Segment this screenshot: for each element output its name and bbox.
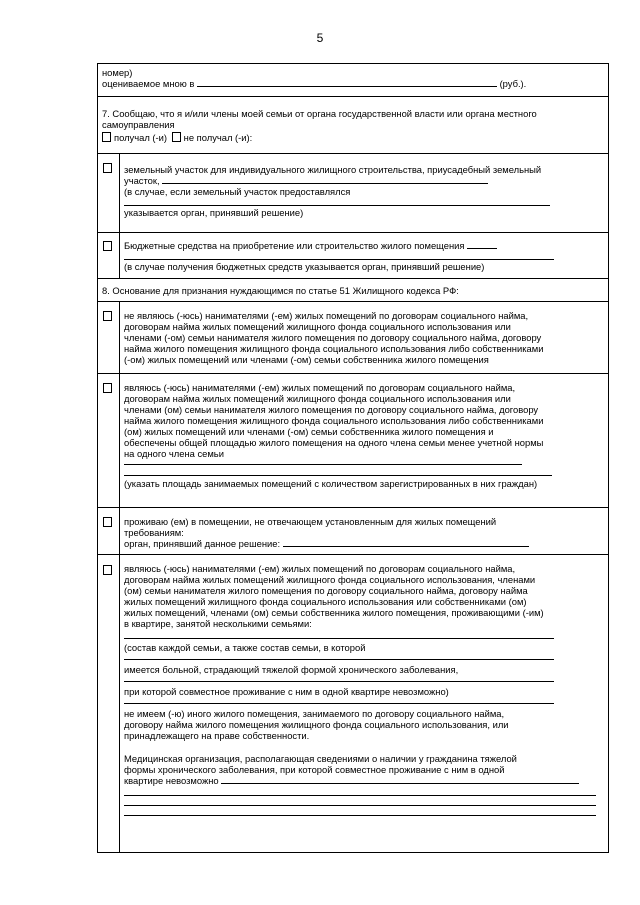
received-options xyxy=(102,132,604,143)
medical-org-line1: Медицинская организация, располагающая сведениями о наличии у гражданина тяжелой xyxy=(124,753,517,764)
row-shared-apartment xyxy=(98,555,608,852)
application-form xyxy=(97,63,609,853)
row-section7-heading xyxy=(98,97,608,154)
shared-apartment-line: (ом) семьи нанимателя жилого помещения по договору социального найма, договору найма xyxy=(124,585,528,596)
family-composition-field-4[interactable] xyxy=(124,697,554,704)
section7-heading-line1: 7. Сообщаю, что я и/или члены моей семьи от органа государственной власти или органа местного xyxy=(102,108,537,119)
unfit-premises-authority-field[interactable] xyxy=(283,538,529,547)
family-composition-field-2[interactable] xyxy=(124,653,554,660)
tenant-below-norm-line: найма жилого помещения жилищного фонда социального использования либо собственниками xyxy=(124,415,544,426)
medical-org-field-3[interactable] xyxy=(124,796,596,806)
medical-org-line3-wrap xyxy=(124,775,604,786)
not-received-label: не получал (-и): xyxy=(183,132,253,143)
shared-apartment-line: в квартире, занятой несколькими семьями: xyxy=(124,618,312,629)
row-budget-funds xyxy=(98,233,608,279)
row-land-plot xyxy=(98,154,608,233)
unfit-premises-checkbox[interactable] xyxy=(103,517,112,527)
medical-org-line2: формы хронического заболевания, при которой совместное проживание с ним в одной xyxy=(124,764,505,775)
property-value-suffix: (руб.). xyxy=(499,78,527,89)
family-note-3: при которой совместное проживание с ним в одной квартире невозможно) xyxy=(124,686,449,697)
budget-funds-line1: Бюджетные средства на приобретение или строительство жилого помещения xyxy=(124,240,465,251)
unfit-premises-line3: орган, принявший данное решение: xyxy=(124,538,281,549)
not-tenant-checkbox[interactable] xyxy=(103,311,112,321)
shared-apartment-line: жилых помещений жилищного фонда социального использования или собственниками (ом) xyxy=(124,596,527,607)
tenant-below-norm-line: на одного члена семьи xyxy=(124,448,224,459)
row-unfit-premises xyxy=(98,508,608,555)
received-checkbox[interactable] xyxy=(102,132,111,142)
family-composition-field-3[interactable] xyxy=(124,675,554,682)
text-number-end: номер) xyxy=(102,67,133,78)
land-plot-line3: (в случае, если земельный участок предоставлялся xyxy=(124,186,351,197)
tenant-below-norm-line: членами (ом) семьи нанимателя жилого помещения по договору социального найма, договору xyxy=(124,404,539,415)
received-label: получал (-и) xyxy=(114,132,168,143)
budget-funds-authority-field[interactable] xyxy=(124,251,554,260)
tenant-below-norm-line: договорам найма жилых помещений жилищного фонда социального использования или xyxy=(124,393,511,404)
section8-heading: 8. Основание для признания нуждающимся по статье 51 Жилищного кодекса РФ: xyxy=(102,285,459,296)
row-property-value xyxy=(98,64,608,97)
row-section8-heading xyxy=(98,279,608,302)
budget-funds-checkbox[interactable] xyxy=(103,241,112,251)
budget-funds-line1-wrap xyxy=(124,240,604,251)
no-other-housing-line: принадлежащего на праве собственности. xyxy=(124,730,310,741)
budget-funds-field[interactable] xyxy=(467,240,497,249)
tenant-below-norm-line: (ом) жилых помещений или членами (-ом) семьи собственника жилого помещения и xyxy=(124,426,494,437)
land-plot-line4: указывается орган, принявший решение) xyxy=(124,207,304,218)
not-tenant-line: найма жилого помещения жилищного фонда социального использования либо собственниками xyxy=(124,343,544,354)
page-number: 5 xyxy=(316,31,324,45)
row-not-tenant xyxy=(98,302,608,374)
not-tenant-line: членами (-ом) семьи нанимателя жилого помещения по договору социального найма, договору xyxy=(124,332,542,343)
not-tenant-line: (-ом) жилых помещений или членами (-ом) семьи собственника жилого помещения xyxy=(124,354,489,365)
property-value-prefix: оцениваемое мною в xyxy=(102,78,195,89)
land-plot-line2-wrap xyxy=(124,175,604,186)
shared-apartment-line: жилых помещений, членами (ом) семьи собственника жилого помещения, проживающими (-им) xyxy=(124,607,544,618)
tenant-area-note: (указать площадь занимаемых помещений с количеством зарегистрированных в них граждан) xyxy=(124,478,538,489)
family-note-2: имеется больной, страдающий тяжелой формой хронического заболевания, xyxy=(124,664,459,675)
tenant-area-field-2[interactable] xyxy=(124,465,552,476)
not-received-checkbox[interactable] xyxy=(172,132,181,142)
not-tenant-line: договорам найма жилых помещений жилищного фонда социального использования или xyxy=(124,321,511,332)
tenant-below-norm-checkbox[interactable] xyxy=(103,383,112,393)
medical-org-line3: квартире невозможно xyxy=(124,775,219,786)
land-plot-line1: земельный участок для индивидуального жилищного строительства, приусадебный земельный xyxy=(124,164,542,175)
land-plot-authority-field[interactable] xyxy=(124,197,550,206)
family-composition-field-1[interactable] xyxy=(124,629,554,639)
unfit-premises-line1: проживаю (ем) в помещении, не отвечающем установленным для жилых помещений xyxy=(124,516,497,527)
tenant-below-norm-line: обеспечены общей площадью жилого помещения на одного члена семьи менее учетной нормы xyxy=(124,437,544,448)
land-plot-checkbox[interactable] xyxy=(103,163,112,173)
family-note-1: (состав каждой семьи, а также состав семьи, в которой xyxy=(124,642,366,653)
row-tenant-below-norm xyxy=(98,374,608,508)
land-plot-field[interactable] xyxy=(162,175,488,184)
section7-heading-line2: самоуправления xyxy=(102,119,175,130)
tenant-below-norm-line: являюсь (-юсь) нанимателями (-ем) жилых помещений по договорам социального найма, xyxy=(124,382,516,393)
no-other-housing-line: не имеем (-ю) иного жилого помещения, занимаемого по договору социального найма, xyxy=(124,708,505,719)
budget-funds-line2: (в случае получения бюджетных средств указывается орган, принявший решение) xyxy=(124,261,485,272)
shared-apartment-line: являюсь (-юсь) нанимателями (-ем) жилых помещений по договорам социального найма, xyxy=(124,563,516,574)
unfit-premises-line2: требованиям: xyxy=(124,527,184,538)
medical-org-field-1[interactable] xyxy=(221,775,579,784)
shared-apartment-checkbox[interactable] xyxy=(103,565,112,575)
no-other-housing-line: договору найма жилого помещения жилищного фонда социального использования, или xyxy=(124,719,509,730)
not-tenant-line: не являюсь (-юсь) нанимателями (-ем) жилых помещений по договорам социального найма, xyxy=(124,310,529,321)
medical-org-field-4[interactable] xyxy=(124,806,596,816)
shared-apartment-line: договорам найма жилых помещений жилищного фонда социального использования, членами xyxy=(124,574,536,585)
unfit-premises-line3-wrap xyxy=(124,538,604,549)
property-value-line xyxy=(102,78,604,89)
medical-org-field-2[interactable] xyxy=(124,786,596,796)
land-plot-line2: участок, xyxy=(124,175,160,186)
property-value-field[interactable] xyxy=(197,78,497,87)
